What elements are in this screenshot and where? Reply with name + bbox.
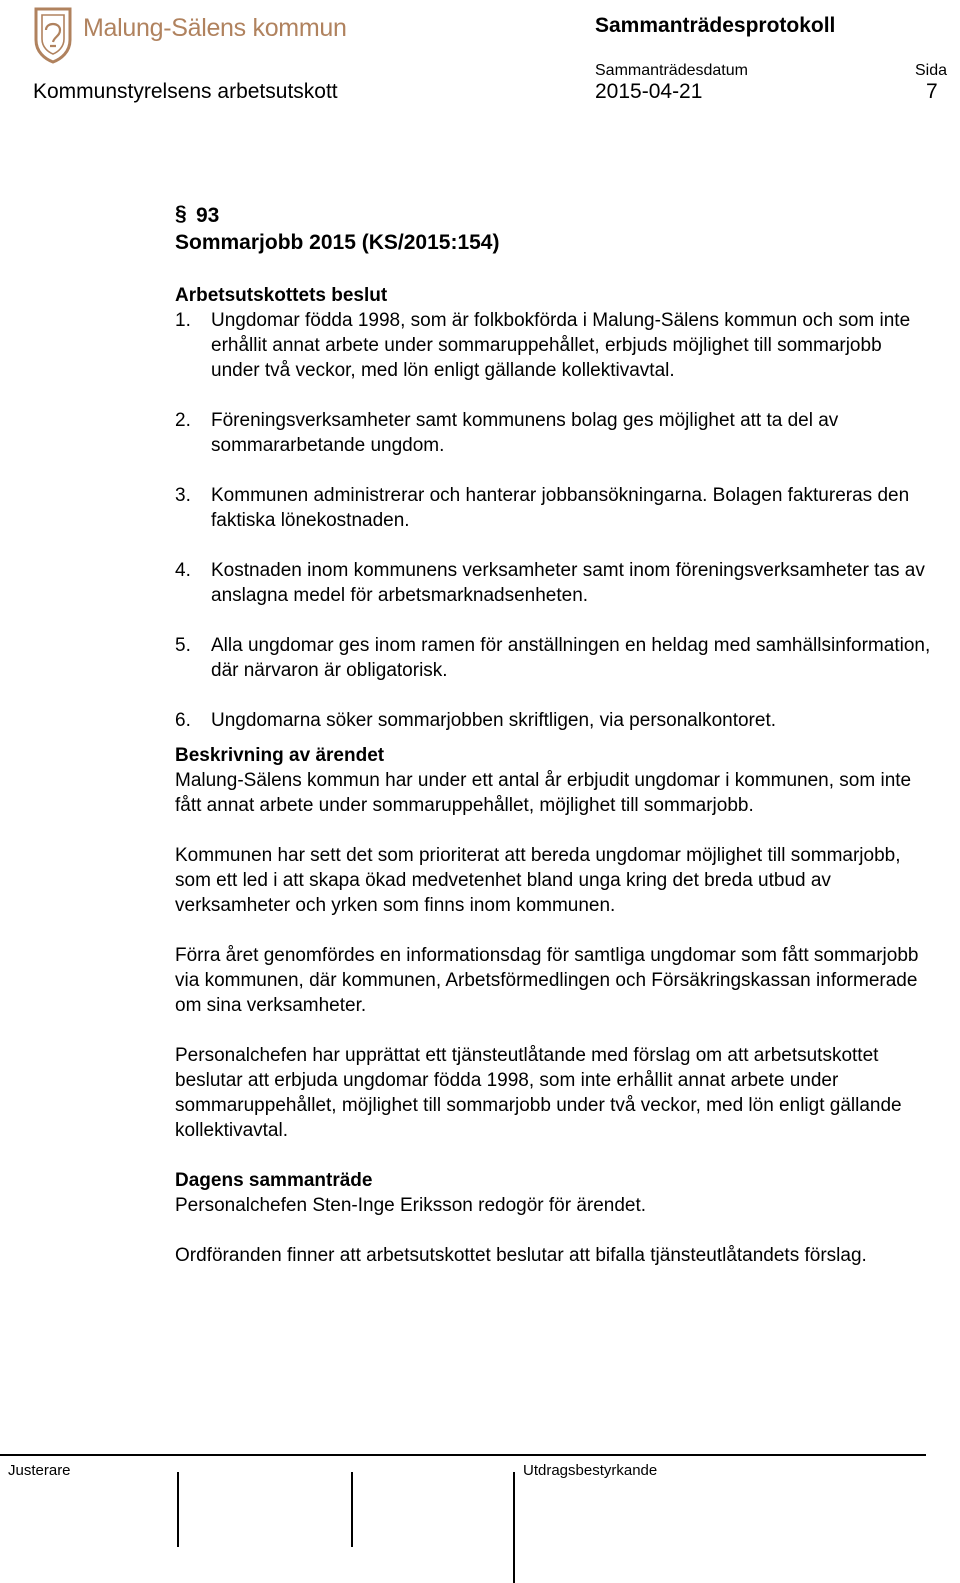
decision-item-text: Ungdomar födda 1998, som är folkbokförda i Malung-Sälens kommun och som inte erhållit annat arbete under sommaruppehållet, erbjuds möjlighet till sommarjobb under två veckor, med lön enligt gällande kollektivavtal. bbox=[211, 310, 911, 381]
signature-divider bbox=[513, 1472, 515, 1583]
decision-item bbox=[175, 483, 935, 533]
signature-divider bbox=[177, 1472, 179, 1547]
decision-item-number: 4. bbox=[175, 560, 191, 581]
description-paragraph: Kommunen har sett det som prioriterat att bereda ungdomar möjlighet till sommarjobb, som ett led i att skapa ökad medvetenhet bland unga kring det breda utbud av verksamheter och yrken som finns inom kommunen. bbox=[175, 845, 901, 916]
description-paragraph: Malung-Sälens kommun har under ett antal år erbjudit ungdomar i kommunen, som inte fått annat arbete under sommaruppehållet, möjlighet till sommarjobb. bbox=[175, 770, 912, 816]
decision-item bbox=[175, 708, 935, 733]
decision-heading: Arbetsutskottets beslut bbox=[175, 285, 388, 306]
section-title: Sommarjobb 2015 (KS/2015:154) bbox=[175, 231, 500, 254]
description-paragraph: Förra året genomfördes en informationsdag för samtliga ungdomar som fått sommarjobb via kommunen, där kommunen, Arbetsförmedlingen och Försäkringskassan informerade om sina verksamheter. bbox=[175, 945, 919, 1016]
decision-item bbox=[175, 633, 935, 683]
decision-item-number: 1. bbox=[175, 310, 191, 331]
decision-item-number: 6. bbox=[175, 710, 191, 731]
page-number: 7 bbox=[926, 80, 938, 103]
protocol-body bbox=[175, 283, 935, 1268]
decision-list bbox=[175, 308, 935, 733]
decision-item bbox=[175, 558, 935, 608]
justerare-label: Justerare bbox=[8, 1462, 71, 1479]
description-heading: Beskrivning av ärendet bbox=[175, 745, 385, 766]
date-label: Sammanträdesdatum bbox=[595, 62, 748, 79]
municipality-name: Malung-Sälens kommun bbox=[83, 14, 347, 42]
signature-divider bbox=[351, 1472, 353, 1547]
utdragsbestyrkande-label: Utdragsbestyrkande bbox=[523, 1462, 658, 1479]
decision-item-text: Alla ungdomar ges inom ramen för anställningen en heldag med samhällsinformation, där närvaron är obligatorisk. bbox=[211, 635, 931, 681]
meeting-paragraph: Ordföranden finner att arbetsutskottet beslutar att bifalla tjänsteutlåtandets förslag. bbox=[175, 1245, 867, 1266]
footer-divider bbox=[0, 1454, 926, 1456]
decision-item-text: Kommunen administrerar och hanterar jobbansökningarna. Bolagen faktureras den faktiska lönekostnaden. bbox=[211, 485, 910, 531]
meeting-date: 2015-04-21 bbox=[595, 80, 703, 103]
section-number: 93 bbox=[196, 204, 220, 227]
decision-item-number: 2. bbox=[175, 410, 191, 431]
decision-item bbox=[175, 408, 935, 458]
description-paragraph: Personalchefen har upprättat ett tjänsteutlåtande med förslag om att arbetsutskottet beslutar att erbjuda ungdomar födda 1998, som inte erhållit annat arbete under sommaruppehållet, möjlighet till sommarjobb under två veckor, med lön enligt gällande kollektivavtal. bbox=[175, 1045, 902, 1141]
municipality-crest-icon bbox=[33, 6, 73, 64]
paragraph-symbol: § bbox=[175, 202, 187, 225]
meeting-paragraph: Personalchefen Sten-Inge Eriksson redogör för ärendet. bbox=[175, 1195, 647, 1216]
document-type: Sammanträdesprotokoll bbox=[595, 14, 836, 37]
meeting-heading: Dagens sammanträde bbox=[175, 1170, 373, 1191]
page-label: Sida bbox=[915, 62, 948, 79]
decision-item-text: Kostnaden inom kommunens verksamheter samt inom föreningsverksamheter tas av anslagna medel för arbetsmarknadsenheten. bbox=[211, 560, 925, 606]
decision-item-text: Ungdomarna söker sommarjobben skriftligen, via personalkontoret. bbox=[211, 710, 776, 731]
committee-name: Kommunstyrelsens arbetsutskott bbox=[33, 80, 338, 103]
decision-item-number: 5. bbox=[175, 635, 191, 656]
decision-item-text: Föreningsverksamheter samt kommunens bolag ges möjlighet att ta del av sommararbetande ungdom. bbox=[211, 410, 839, 456]
decision-item bbox=[175, 308, 935, 383]
decision-item-number: 3. bbox=[175, 485, 191, 506]
